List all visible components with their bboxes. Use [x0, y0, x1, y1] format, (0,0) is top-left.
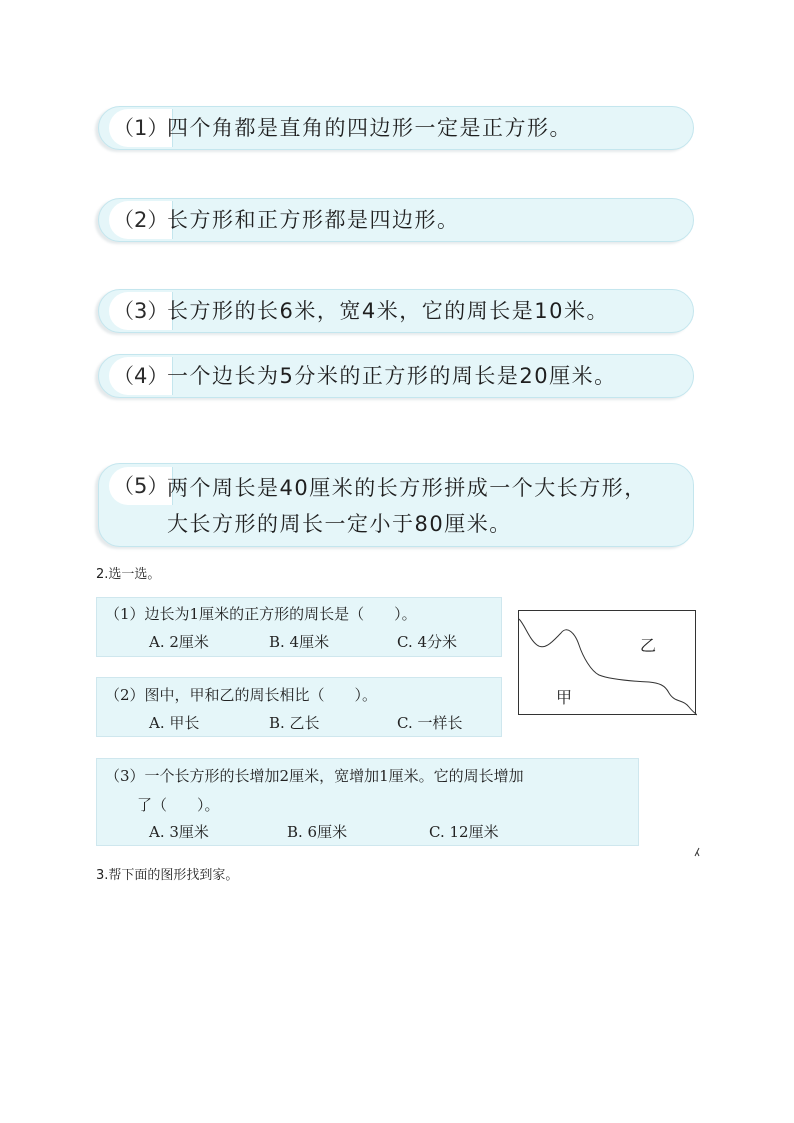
- question-1: [96, 597, 502, 657]
- statement-text-line-1: 两个周长是40厘米的长方形拼成一个大长方形，: [167, 476, 647, 500]
- option-c: C. 一样长: [397, 714, 463, 732]
- question-stem-line-2: 了（ ）。: [137, 796, 220, 814]
- option-c: C. 12厘米: [429, 823, 499, 841]
- option-a: A. 甲长: [149, 714, 200, 732]
- question-stem: （2）图中，甲和乙的周长相比（ ）。: [105, 686, 378, 704]
- label-jia: 甲: [556, 688, 573, 707]
- statement-number: （3）: [109, 292, 173, 330]
- statement-text: 一个边长为5分米的正方形的周长是20厘米。: [167, 364, 617, 388]
- statement-number: （5）: [109, 467, 173, 505]
- question-3: [96, 758, 639, 846]
- statement-text: 长方形的长6米，宽4米，它的周长是10米。: [167, 299, 609, 323]
- statement-3: [98, 289, 694, 333]
- option-a: A. 3厘米: [149, 823, 209, 841]
- question-stem: （1）边长为1厘米的正方形的周长是（ ）。: [105, 605, 417, 623]
- option-b: B. 乙长: [269, 714, 320, 732]
- statement-text: 四个角都是直角的四边形一定是正方形。: [167, 116, 572, 140]
- question-stem-line-1: （3）一个长方形的长增加2厘米，宽增加1厘米。它的周长增加: [105, 767, 524, 785]
- section-3-title: 3.帮下面的图形找到家。: [96, 868, 239, 883]
- option-a: A. 2厘米: [149, 633, 209, 651]
- statement-text: 长方形和正方形都是四边形。: [167, 208, 460, 232]
- statement-2: [98, 198, 694, 242]
- statement-text-line-2: 大长方形的周长一定小于80厘米。: [167, 512, 512, 536]
- option-b: B. 6厘米: [287, 823, 348, 841]
- option-c: C. 4分米: [397, 633, 458, 651]
- statement-number: （1）: [109, 109, 173, 147]
- stray-mark: [694, 842, 700, 852]
- option-b: B. 4厘米: [269, 633, 330, 651]
- statement-1: [98, 106, 694, 150]
- statement-number: （2）: [109, 201, 173, 239]
- statement-5: [98, 463, 694, 547]
- section-2-title: 2.选一选。: [96, 567, 161, 582]
- statement-number: （4）: [109, 357, 173, 395]
- question-2: [96, 677, 502, 737]
- jia-yi-figure: [518, 610, 696, 715]
- statement-4: [98, 354, 694, 398]
- label-yi: 乙: [640, 636, 657, 655]
- dividing-curve-image: [519, 611, 697, 716]
